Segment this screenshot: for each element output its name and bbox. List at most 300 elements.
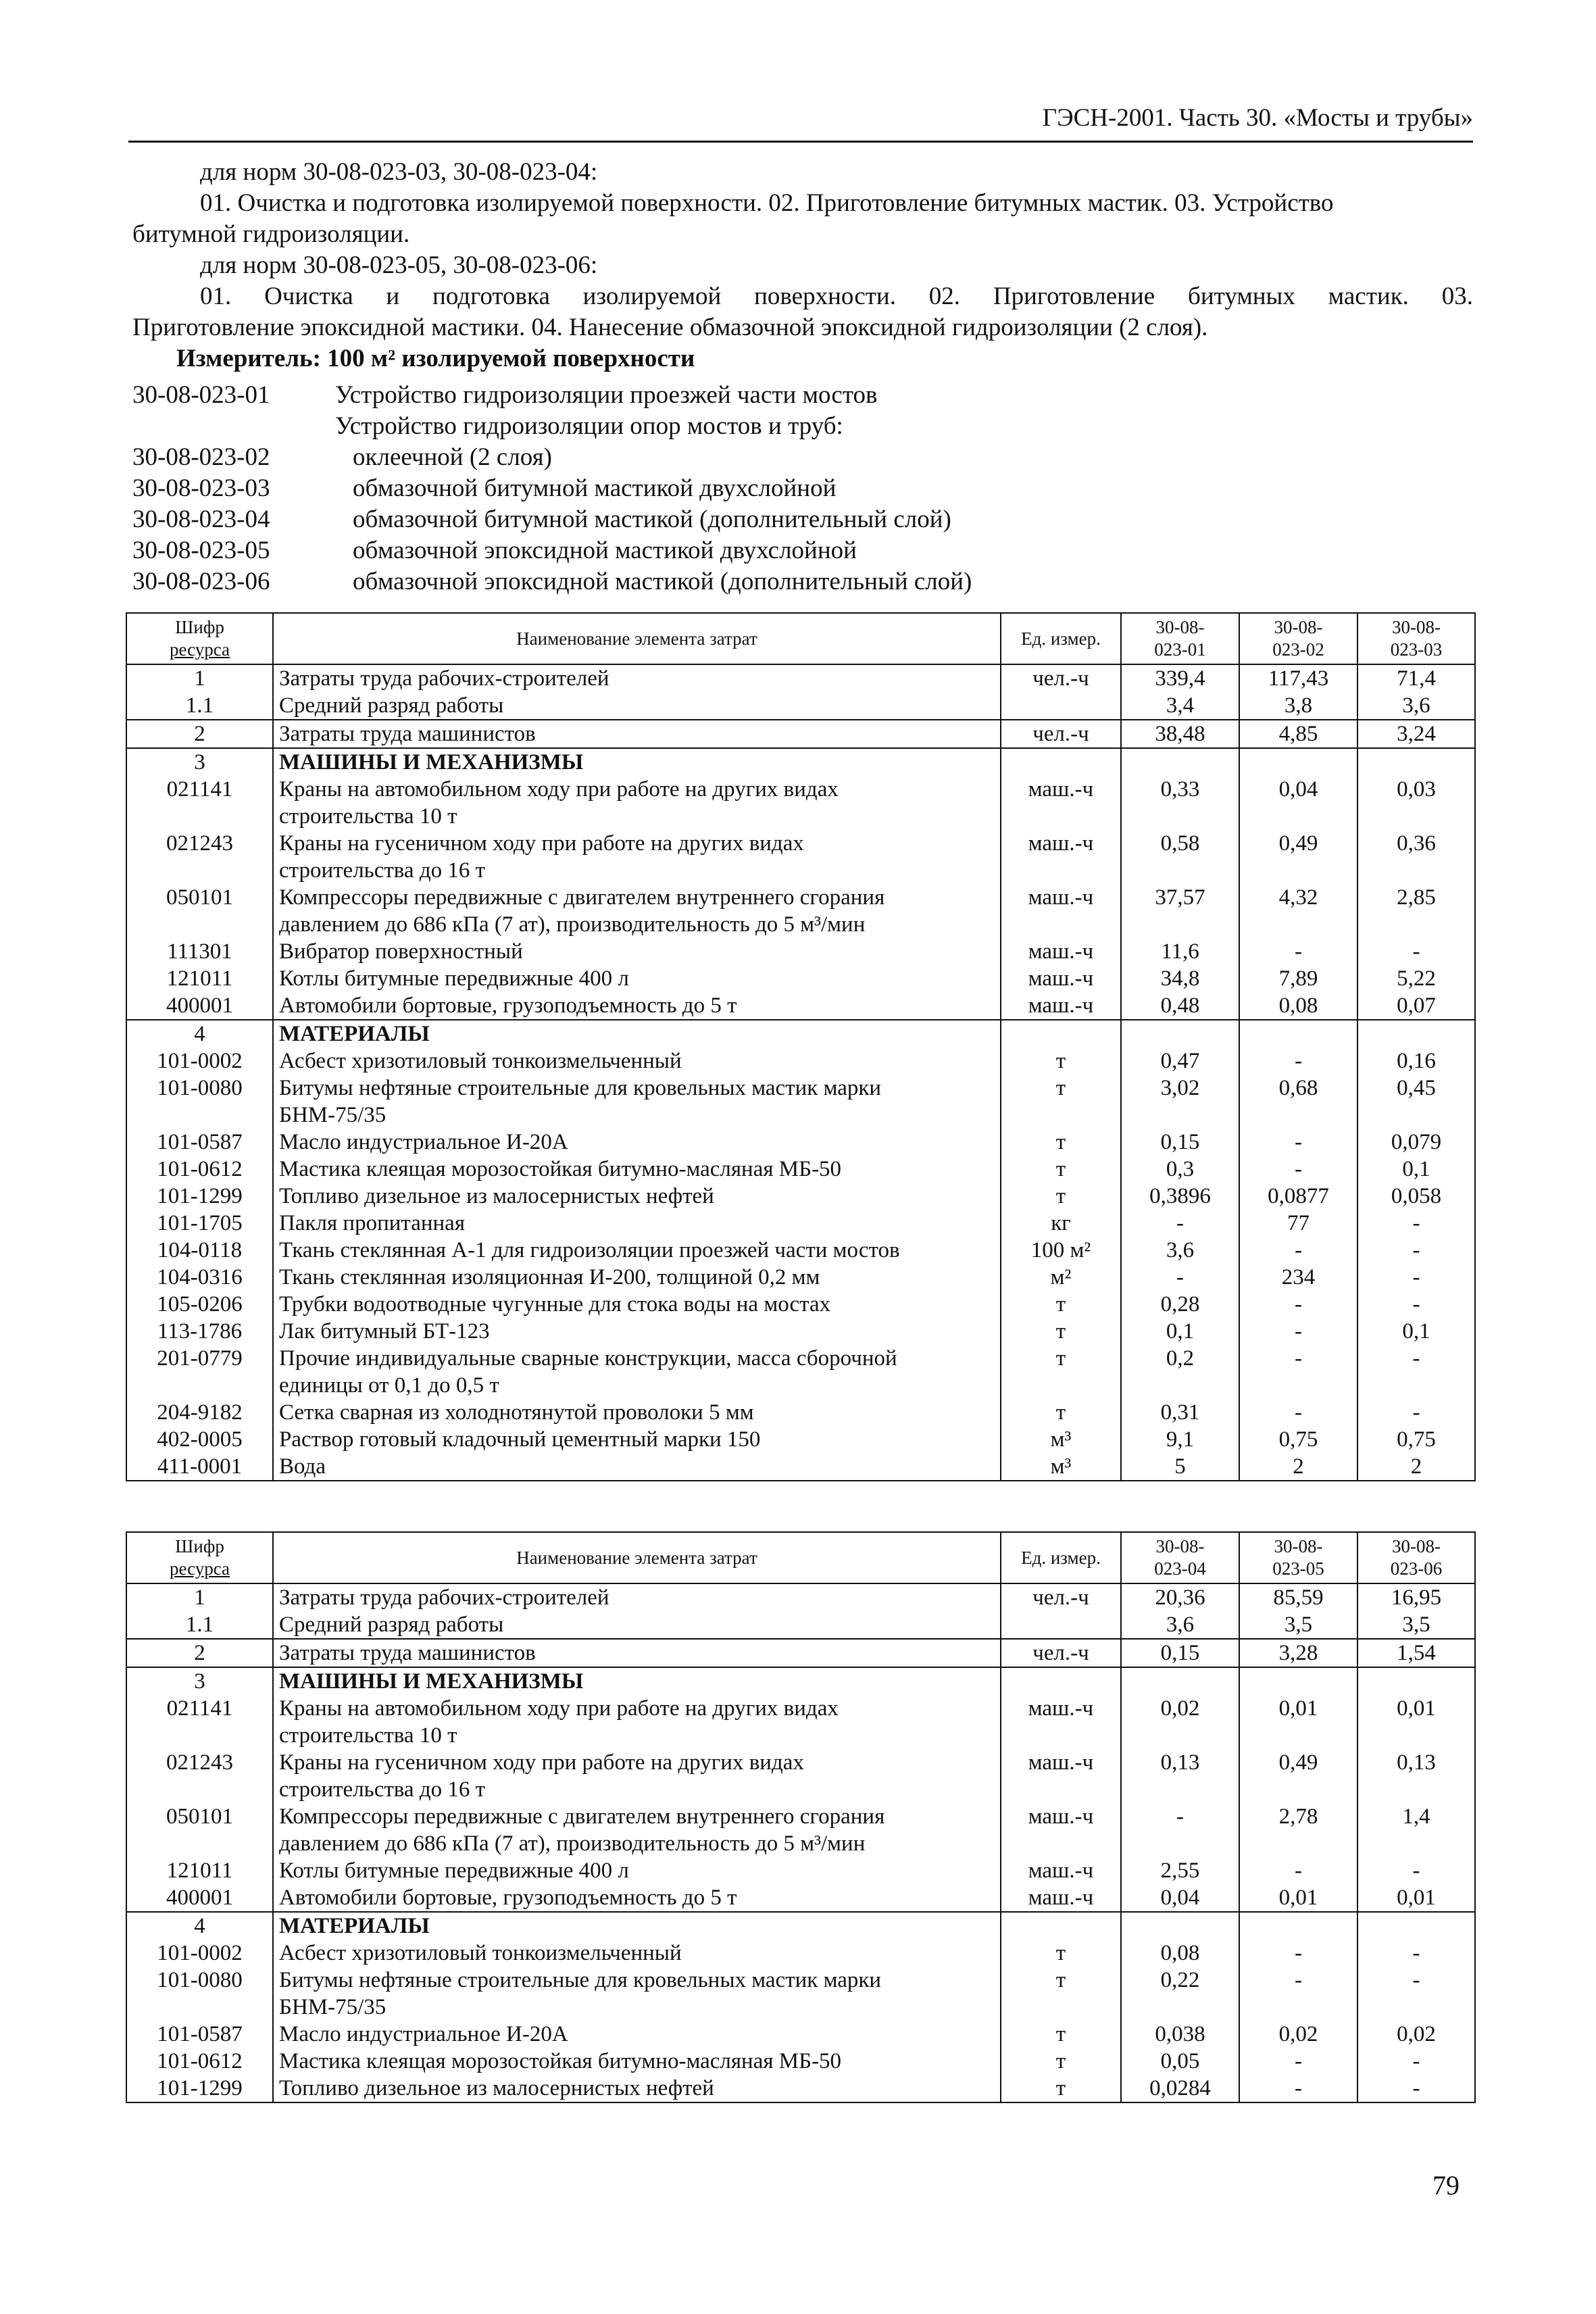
unit: чел.-ч (1001, 664, 1121, 692)
cost-element-name (273, 1156, 1001, 1183)
norm-item (132, 473, 1473, 504)
table-row (126, 2075, 1475, 2102)
intro-line: для норм 30-08-023-03, 30-08-023-04: (200, 158, 598, 186)
name-line: МАШИНЫ И МЕХАНИЗМЫ (279, 750, 584, 774)
header-norm: 30-08- 023-04 (1121, 1532, 1239, 1583)
name-line: Топливо дизельное из малосернистых нефтей (279, 2076, 714, 2100)
cost-element-name (273, 965, 1001, 992)
norm-value: 2,78 (1239, 1803, 1357, 1857)
table-row (126, 1749, 1475, 1803)
resource-code: 3 (126, 748, 273, 776)
unit: маш.-ч (1001, 884, 1121, 938)
norm-code: 30-08-023-01 (132, 381, 270, 409)
norm-value (1357, 748, 1475, 776)
norm-value: - (1357, 1857, 1475, 1884)
table-row (126, 748, 1475, 776)
resource-code: 2 (126, 720, 273, 748)
norm-item (132, 535, 1473, 566)
resource-code: 3 (126, 1667, 273, 1695)
norm-description: обмазочной битумной мастикой двухслойной (353, 474, 837, 502)
norm-value: - (1357, 1399, 1475, 1426)
table-row (126, 992, 1475, 1020)
name-line: Битумы нефтяные строительные для кровельных мастик марки (279, 1968, 882, 1992)
norm-value: - (1239, 1399, 1357, 1426)
cost-element-name (273, 2048, 1001, 2075)
resource-code: 101-1299 (126, 1183, 273, 1210)
resource-code: 400001 (126, 1884, 273, 1912)
norm-value: - (1357, 1940, 1475, 1967)
norm-value: - (1121, 1803, 1239, 1857)
table-row (126, 1967, 1475, 2021)
unit: м³ (1001, 1453, 1121, 1481)
norm-description: Устройство гидроизоляции проезжей части мостов (335, 381, 878, 409)
table-row (126, 1667, 1475, 1695)
norm-value (1357, 1667, 1475, 1695)
norm-value: 117,43 (1239, 664, 1357, 692)
norm-value: 1,54 (1357, 1639, 1475, 1667)
norm-value: 3,5 (1357, 1611, 1475, 1639)
unit: маш.-ч (1001, 1803, 1121, 1857)
resource-code: 1 (126, 664, 273, 692)
name-line: строительства 10 т (279, 1723, 457, 1748)
name-line: Раствор готовый кладочный цементный марки 150 (279, 1427, 761, 1452)
norm-value: - (1239, 1857, 1357, 1884)
norm-value: 0,13 (1357, 1749, 1475, 1803)
cost-element-name (273, 1667, 1001, 1695)
table-row (126, 1075, 1475, 1129)
norm-value: 0,15 (1121, 1129, 1239, 1156)
norm-item (132, 504, 1473, 535)
name-line: Средний разряд работы (279, 1613, 504, 1637)
name-line: Средний разряд работы (279, 693, 504, 718)
header-code: Шифр ресурса (126, 613, 273, 664)
norm-value: - (1239, 1129, 1357, 1156)
work-composition (132, 157, 1473, 374)
cost-element-name (273, 992, 1001, 1020)
cost-element-name (273, 1639, 1001, 1667)
norm-value: 0,07 (1357, 992, 1475, 1020)
norm-value: 0,47 (1121, 1048, 1239, 1075)
name-line: давлением до 686 кПа (7 ат), производительность до 5 м³/мин (279, 1831, 866, 1856)
norm-value: 0,08 (1239, 992, 1357, 1020)
norm-value (1239, 1912, 1357, 1940)
norm-value: 38,48 (1121, 720, 1239, 748)
norm-value: 3,5 (1239, 1611, 1357, 1639)
norm-value: 2 (1239, 1453, 1357, 1481)
name-line: Прочие индивидуальные сварные конструкции, масса сборочной (279, 1346, 897, 1371)
norm-value: 0,48 (1121, 992, 1239, 1020)
cost-element-name (273, 1318, 1001, 1345)
cost-element-name (273, 1426, 1001, 1453)
name-line: Лак битумный БТ-123 (279, 1319, 490, 1344)
unit: чел.-ч (1001, 720, 1121, 748)
unit (1001, 1611, 1121, 1639)
cost-element-name (273, 1583, 1001, 1611)
resource-code: 2 (126, 1639, 273, 1667)
unit: т (1001, 1183, 1121, 1210)
table-row (126, 664, 1475, 692)
table-row (126, 1156, 1475, 1183)
name-line: Ткань стеклянная изоляционная И-200, толщиной 0,2 мм (279, 1265, 820, 1289)
intro-line: Приготовление эпоксидной мастики. 04. Нанесение обмазочной эпоксидной гидроизоляции (2 слоя). (132, 314, 1208, 341)
norm-value: 0,31 (1121, 1399, 1239, 1426)
norm-value: 0,05 (1121, 2048, 1239, 2075)
intro-line: 01. Очистка и подготовка изолируемой поверхности. 02. Приготовление битумных мастик. 03. Устройство (200, 189, 1334, 217)
norm-value: 16,95 (1357, 1583, 1475, 1611)
unit: т (1001, 1940, 1121, 1967)
norm-value: 0,03 (1357, 776, 1475, 830)
name-line: Котлы битумные передвижные 400 л (279, 966, 629, 991)
name-line: Вибратор поверхностный (279, 939, 523, 964)
name-line: Автомобили бортовые, грузоподъемность до 5 т (279, 1886, 737, 1910)
resource-code: 101-0080 (126, 1075, 273, 1129)
name-line: строительства 10 т (279, 804, 457, 829)
unit (1001, 748, 1121, 776)
unit: т (1001, 1048, 1121, 1075)
name-line: давлением до 686 кПа (7 ат), производительность до 5 м³/мин (279, 912, 866, 937)
unit: маш.-ч (1001, 965, 1121, 992)
norm-value: 0,04 (1239, 776, 1357, 830)
name-line: Затраты труда рабочих-строителей (279, 1585, 609, 1610)
norm-value: 3,6 (1121, 1611, 1239, 1639)
cost-element-name (273, 1967, 1001, 2021)
intro-line: для норм 30-08-023-05, 30-08-023-06: (200, 251, 598, 279)
cost-element-name (273, 1749, 1001, 1803)
cost-table-1 (126, 612, 1476, 1481)
unit: маш.-ч (1001, 1695, 1121, 1749)
page-number: 79 (1432, 2170, 1460, 2200)
header-unit: Ед. измер. (1001, 613, 1121, 664)
name-line: Затраты труда машинистов (279, 1641, 536, 1665)
norm-description: Устройство гидроизоляции опор мостов и труб: (335, 412, 843, 440)
table-row (126, 1183, 1475, 1210)
norm-value: 5 (1121, 1453, 1239, 1481)
cost-table-2 (126, 1531, 1476, 2103)
norm-value: - (1239, 1291, 1357, 1318)
header-norm: 30-08- 023-03 (1357, 613, 1475, 664)
table-row (126, 1291, 1475, 1318)
unit: т (1001, 2048, 1121, 2075)
cost-element-name (273, 884, 1001, 938)
table-row (126, 965, 1475, 992)
norm-value: 7,89 (1239, 965, 1357, 992)
norm-value: 4,85 (1239, 720, 1357, 748)
cost-element-name (273, 776, 1001, 830)
unit: маш.-ч (1001, 1884, 1121, 1912)
resource-code: 402-0005 (126, 1426, 273, 1453)
norm-value: 0,04 (1121, 1884, 1239, 1912)
name-line: Асбест хризотиловый тонкоизмельченный (279, 1941, 682, 1965)
table-row (126, 1264, 1475, 1291)
resource-code: 050101 (126, 884, 273, 938)
norm-value: - (1357, 2075, 1475, 2102)
name-line: Масло индустриальное И-20А (279, 1130, 568, 1154)
norm-code: 30-08-023-06 (132, 568, 270, 595)
norm-value (1121, 1912, 1239, 1940)
cost-element-name (273, 938, 1001, 965)
norm-value: 0,08 (1121, 1940, 1239, 1967)
norm-value: 0,49 (1239, 830, 1357, 884)
norm-description: обмазочной эпоксидной мастикой (дополнительный слой) (353, 568, 972, 595)
table-row (126, 1803, 1475, 1857)
norm-value: 0,1 (1357, 1156, 1475, 1183)
table-row (126, 692, 1475, 720)
norm-value: 0,02 (1357, 2021, 1475, 2048)
norm-value: 0,22 (1121, 1967, 1239, 2021)
unit: маш.-ч (1001, 830, 1121, 884)
header-norm: 30-08- 023-02 (1239, 613, 1357, 664)
norm-value: - (1239, 1940, 1357, 1967)
cost-element-name (273, 2075, 1001, 2102)
norm-value: 3,4 (1121, 692, 1239, 720)
norm-value (1121, 1667, 1239, 1695)
resource-code: 1.1 (126, 692, 273, 720)
table-row (126, 1695, 1475, 1749)
name-line: Сетка сварная из холоднотянутой проволоки 5 мм (279, 1400, 754, 1425)
unit (1001, 1912, 1121, 1940)
norm-value: 3,6 (1357, 692, 1475, 720)
table-row (126, 1940, 1475, 1967)
norm-value: 9,1 (1121, 1426, 1239, 1453)
norm-item (132, 566, 1473, 597)
name-line: МАТЕРИАЛЫ (279, 1022, 430, 1046)
norm-value: 0,75 (1239, 1426, 1357, 1453)
cost-element-name (273, 2021, 1001, 2048)
header-unit: Ед. измер. (1001, 1532, 1121, 1583)
norm-value (1121, 748, 1239, 776)
resource-code: 021141 (126, 1695, 273, 1749)
norm-value: 0,68 (1239, 1075, 1357, 1129)
norm-value: - (1121, 1210, 1239, 1237)
norm-value: 0,75 (1357, 1426, 1475, 1453)
resource-code: 1.1 (126, 1611, 273, 1639)
norm-value: 0,15 (1121, 1639, 1239, 1667)
norm-value: 0,01 (1239, 1884, 1357, 1912)
resource-code: 101-1705 (126, 1210, 273, 1237)
norm-value: 0,079 (1357, 1129, 1475, 1156)
unit: т (1001, 1345, 1121, 1399)
table-row (126, 1611, 1475, 1639)
resource-code: 1 (126, 1583, 273, 1611)
norm-value: 0,13 (1121, 1749, 1239, 1803)
table-row (126, 1210, 1475, 1237)
norm-value: 0,33 (1121, 776, 1239, 830)
cost-element-name (273, 1803, 1001, 1857)
norm-value: 0,0877 (1239, 1183, 1357, 1210)
cost-element-name (273, 830, 1001, 884)
intro-line: битумной гидроизоляции. (132, 220, 410, 248)
resource-code: 021243 (126, 1749, 273, 1803)
resource-code: 101-0612 (126, 1156, 273, 1183)
name-line: МАТЕРИАЛЫ (279, 1914, 430, 1938)
table-row (126, 1857, 1475, 1884)
table-row (126, 1453, 1475, 1481)
unit: т (1001, 1156, 1121, 1183)
name-line: Масло индустриальное И-20А (279, 2022, 568, 2046)
cost-element-name (273, 1399, 1001, 1426)
unit: т (1001, 1291, 1121, 1318)
norm-value: - (1239, 1345, 1357, 1399)
table-row (126, 1048, 1475, 1075)
norm-value: - (1357, 2048, 1475, 2075)
name-line: МАШИНЫ И МЕХАНИЗМЫ (279, 1669, 584, 1694)
norm-value: 0,2 (1121, 1345, 1239, 1399)
norm-value: 71,4 (1357, 664, 1475, 692)
norm-value: 2,85 (1357, 884, 1475, 938)
cost-element-name (273, 1345, 1001, 1399)
resource-code: 400001 (126, 992, 273, 1020)
table-row (126, 2021, 1475, 2048)
norm-code: 30-08-023-04 (132, 506, 270, 533)
norm-value: 0,1 (1121, 1318, 1239, 1345)
norm-value: 0,16 (1357, 1048, 1475, 1075)
unit: 100 м² (1001, 1237, 1121, 1264)
table-row (126, 1399, 1475, 1426)
cost-element-name (273, 1264, 1001, 1291)
name-line: Вода (279, 1454, 326, 1479)
cost-element-name (273, 692, 1001, 720)
norm-value: 0,49 (1239, 1749, 1357, 1803)
norm-value: - (1239, 2048, 1357, 2075)
unit: маш.-ч (1001, 992, 1121, 1020)
norm-item (132, 380, 1473, 411)
unit: чел.-ч (1001, 1639, 1121, 1667)
name-line: Асбест хризотиловый тонкоизмельченный (279, 1049, 682, 1073)
table-row (126, 1583, 1475, 1611)
cost-element-name (273, 1884, 1001, 1912)
resource-code: 113-1786 (126, 1318, 273, 1345)
resource-code: 101-0612 (126, 2048, 273, 2075)
norm-value: 20,36 (1121, 1583, 1239, 1611)
table-row (126, 1912, 1475, 1940)
norm-description: обмазочной эпоксидной мастикой двухслойной (353, 537, 857, 564)
header-norm: 30-08- 023-05 (1239, 1532, 1357, 1583)
norm-value: 34,8 (1121, 965, 1239, 992)
resource-code: 121011 (126, 965, 273, 992)
resource-code: 021141 (126, 776, 273, 830)
norm-value (1239, 1020, 1357, 1048)
unit: маш.-ч (1001, 776, 1121, 830)
cost-element-name (273, 1291, 1001, 1318)
table-row (126, 884, 1475, 938)
unit: т (1001, 1399, 1121, 1426)
header-norm: 30-08- 023-01 (1121, 613, 1239, 664)
resource-code: 101-1299 (126, 2075, 273, 2102)
norm-value: 11,6 (1121, 938, 1239, 965)
norm-value: - (1239, 1967, 1357, 2021)
cost-element-name (273, 1912, 1001, 1940)
norm-value: 37,57 (1121, 884, 1239, 938)
resource-code: 101-0587 (126, 1129, 273, 1156)
norm-value: - (1239, 1318, 1357, 1345)
page-header: ГЭСН-2001. Часть 30. «Мосты и трубы» (128, 101, 1473, 143)
cost-element-name (273, 1611, 1001, 1639)
unit: маш.-ч (1001, 1749, 1121, 1803)
table-row (126, 720, 1475, 748)
unit (1001, 1020, 1121, 1048)
norm-value: 3,02 (1121, 1075, 1239, 1129)
norm-value: 5,22 (1357, 965, 1475, 992)
measure-unit: Измеритель: 100 м² изолируемой поверхности (176, 345, 695, 372)
cost-element-name (273, 748, 1001, 776)
norm-value: 0,01 (1357, 1695, 1475, 1749)
name-line: Трубки водоотводные чугунные для стока воды на мостах (279, 1292, 831, 1316)
norm-value: 0,058 (1357, 1183, 1475, 1210)
norm-value: 0,36 (1357, 830, 1475, 884)
norm-code: 30-08-023-05 (132, 537, 270, 564)
norm-value: 0,1 (1357, 1318, 1475, 1345)
name-line: Краны на автомобильном ходу при работе на других видах (279, 1696, 839, 1721)
norm-value (1239, 1667, 1357, 1695)
intro-line: 01. Очистка и подготовка изолируемой поверхности. 02. Приготовление битумных мастик. 03. (200, 282, 1473, 310)
unit: маш.-ч (1001, 938, 1121, 965)
name-line: Затраты труда машинистов (279, 722, 536, 746)
norm-value: 339,4 (1121, 664, 1239, 692)
unit: чел.-ч (1001, 1583, 1121, 1611)
name-line: Мастика клеящая морозостойкая битумно-масляная МБ-50 (279, 2049, 842, 2073)
name-line: Битумы нефтяные строительные для кровельных мастик марки (279, 1076, 882, 1100)
norm-list (132, 380, 1473, 597)
norm-value: 0,02 (1239, 2021, 1357, 2048)
norm-value: 3,6 (1121, 1237, 1239, 1264)
cost-element-name (273, 1129, 1001, 1156)
unit: т (1001, 1075, 1121, 1129)
resource-code: 101-0080 (126, 1967, 273, 2021)
header-code: Шифр ресурса (126, 1532, 273, 1583)
norm-value: - (1239, 1156, 1357, 1183)
norm-value: 0,038 (1121, 2021, 1239, 2048)
table-row (126, 1129, 1475, 1156)
table-row (126, 1318, 1475, 1345)
cost-element-name (273, 1210, 1001, 1237)
name-line: строительства до 16 т (279, 858, 486, 883)
norm-code: 30-08-023-03 (132, 474, 270, 502)
resource-code: 411-0001 (126, 1453, 273, 1481)
cost-element-name (273, 1695, 1001, 1749)
resource-code: 204-9182 (126, 1399, 273, 1426)
table-row (126, 1426, 1475, 1453)
header-norm: 30-08- 023-06 (1357, 1532, 1475, 1583)
norm-value: 234 (1239, 1264, 1357, 1291)
cost-element-name (273, 720, 1001, 748)
resource-code: 105-0206 (126, 1291, 273, 1318)
name-line: Котлы битумные передвижные 400 л (279, 1858, 629, 1883)
norm-value (1357, 1020, 1475, 1048)
cost-element-name (273, 1857, 1001, 1884)
table-row (126, 830, 1475, 884)
cost-element-name (273, 1048, 1001, 1075)
norm-value: 0,02 (1121, 1695, 1239, 1749)
name-line: Мастика клеящая морозостойкая битумно-масляная МБ-50 (279, 1157, 842, 1181)
norm-value: - (1121, 1264, 1239, 1291)
name-line: строительства до 16 т (279, 1777, 486, 1802)
cost-element-name (273, 1453, 1001, 1481)
resource-code: 111301 (126, 938, 273, 965)
cost-element-name (273, 664, 1001, 692)
cost-element-name (273, 1940, 1001, 1967)
resource-code: 101-0587 (126, 2021, 273, 2048)
norm-value: 0,3896 (1121, 1183, 1239, 1210)
norm-code (132, 411, 335, 442)
name-line: единицы от 0,1 до 0,5 т (279, 1373, 499, 1398)
norm-value (1121, 1020, 1239, 1048)
norm-value: 0,58 (1121, 830, 1239, 884)
table-row (126, 1020, 1475, 1048)
norm-value: - (1357, 1237, 1475, 1264)
norm-code: 30-08-023-02 (132, 443, 270, 471)
norm-value: - (1239, 2075, 1357, 2102)
norm-value: - (1239, 1237, 1357, 1264)
